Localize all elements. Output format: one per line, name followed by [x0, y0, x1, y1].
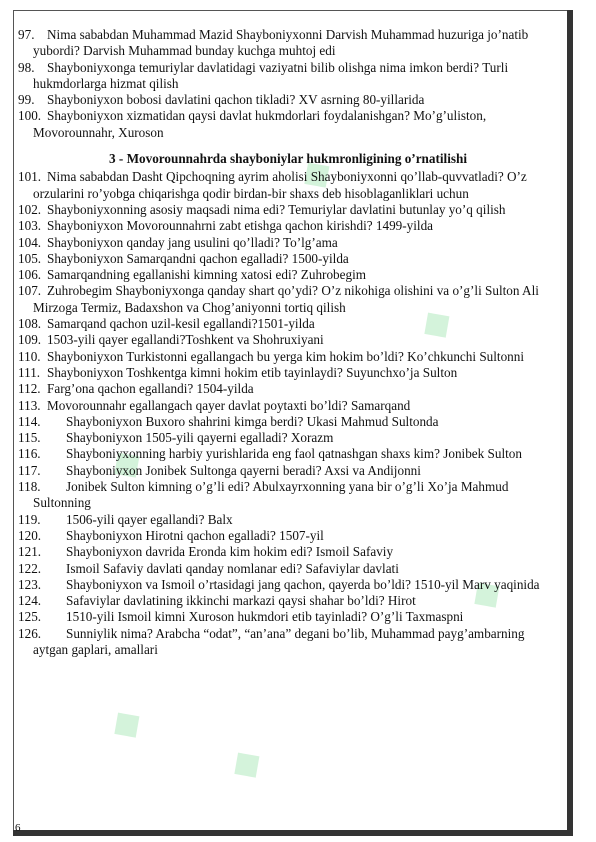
question-item: [18, 479, 558, 512]
watermark-mark: ◆: [409, 295, 462, 351]
question-item: [18, 381, 558, 397]
question-number: 102.: [18, 201, 42, 217]
question-text: Shayboniyxon Turkistonni egallangach bu yerga kim hokim bo’ldi? Ko’chkunchi Sultonni: [47, 348, 525, 364]
question-item: [18, 609, 558, 625]
question-item: [18, 398, 558, 414]
question-item: [18, 27, 558, 60]
section-title: 3 - Movorounnahrda shayboniylar hukmronligining o’rnatilishi: [109, 151, 467, 167]
page-border-shadow-right: [567, 10, 573, 836]
page-number: 6: [15, 822, 21, 834]
watermark-mark: ◆: [289, 145, 342, 201]
question-number: 112.: [18, 381, 41, 397]
question-number: 115.: [18, 430, 41, 446]
page-border-shadow-bottom: [13, 830, 573, 836]
question-text: Ismoil Safaviy davlati qanday nomlanar edi? Safaviylar davlati: [66, 560, 399, 576]
question-text: Farg’ona qachon egallandi? 1504-yilda: [47, 381, 254, 397]
question-number: 105.: [18, 250, 42, 266]
question-text: Jonibek Sulton kimning o’g’li edi? Abulxayrxonning yana bir o’g’li Xo’ja Mahmud Sultonning: [33, 479, 509, 511]
question-number: 117.: [18, 462, 41, 478]
question-text: Samarqandning egallanishi kimning xatosi edi? Zuhrobegim: [47, 267, 366, 283]
document-body: [18, 27, 558, 658]
question-number: 118.: [18, 479, 41, 495]
question-text: Shayboniyxon qanday jang usulini qo’lladi? To’lg’ama: [47, 234, 338, 250]
question-text: Shayboniyxon va Ismoil o’rtasidagi jang qachon, qayerda bo’ldi? 1510-yil Marv yaqinida: [66, 576, 540, 592]
question-item: [18, 349, 558, 365]
question-item: [18, 528, 558, 544]
question-item: [18, 512, 558, 528]
question-item: [18, 108, 558, 141]
question-number: 122.: [18, 560, 42, 576]
question-text: Safaviylar davlatining ikkinchi markazi qaysi shahar bo’ldi? Hirot: [66, 593, 416, 609]
question-text: Shayboniyxon Samarqandni qachon egalladi? 1500-yilda: [47, 250, 349, 266]
question-number: 119.: [18, 511, 41, 527]
question-text: Shayboniyxon davrida Eronda kim hokim edi? Ismoil Safaviy: [66, 544, 394, 560]
question-item: [18, 463, 558, 479]
watermark-mark: ◆: [459, 565, 512, 621]
question-item: [18, 561, 558, 577]
question-number: 106.: [18, 267, 42, 283]
question-number: 124.: [18, 593, 42, 609]
question-number: 126.: [18, 625, 42, 641]
question-text: Sunniylik nima? Arabcha “odat”, “an’ana” degani bo’lib, Muhammad payg’ambarning aytgan gaplari, amallari: [33, 625, 525, 657]
question-item: [18, 218, 558, 234]
question-item: [18, 283, 558, 316]
question-item: [18, 414, 558, 430]
question-text: Shayboniyxon Buxoro shahrini kimga berdi? Ukasi Mahmud Sultonda: [66, 413, 439, 429]
question-number: 125.: [18, 609, 42, 625]
question-text: Nima sababdan Dasht Qipchoqning ayrim aholisi Shayboniyxonni qo’llab-quvvatladi? O’z orzularini ro’yobga chiqarishga qodir birdan-bir shaxs deb hisoblaganliklari uchun: [33, 169, 527, 201]
question-number: 98.: [18, 59, 35, 75]
question-number: 121.: [18, 544, 42, 560]
question-text: Shayboniyxon Toshkentga kimni hokim etib tayinlaydi? Suyunchxo’ja Sulton: [47, 364, 458, 380]
question-text: Shayboniyxon bobosi davlatini qachon tikladi? XV asrning 80-yillarida: [47, 92, 425, 108]
question-number: 110.: [18, 348, 41, 364]
question-text: Shayboniyxonning asosiy maqsadi nima edi? Temuriylar davlatini butunlay yo’q qilish: [47, 201, 506, 217]
question-number: 120.: [18, 527, 42, 543]
question-number: 107.: [18, 283, 42, 299]
question-number: 103.: [18, 218, 42, 234]
question-number: 116.: [18, 446, 41, 462]
question-text: Shayboniyxon Movorounnahrni zabt etishga qachon kirishdi? 1499-yilda: [47, 218, 434, 234]
question-item: [18, 316, 558, 332]
question-number: 97.: [18, 27, 35, 42]
watermark-mark: ◆: [99, 435, 152, 491]
question-item: [18, 169, 558, 202]
question-item: [18, 544, 558, 560]
question-number: 123.: [18, 576, 42, 592]
question-number: 111.: [18, 364, 41, 380]
question-list-top: [18, 27, 558, 141]
question-text: Nima sababdan Muhammad Mazid Shayboniyxonni Darvish Muhammad huzuriga jo’natib yubordi? Darvish Muhammad bunday kuchga muhtoj edi: [33, 27, 529, 59]
question-number: 109.: [18, 332, 42, 348]
question-item: [18, 332, 558, 348]
question-number: 104.: [18, 234, 42, 250]
question-item: [18, 92, 558, 108]
question-item: [18, 626, 558, 659]
question-text: Shayboniyxonning harbiy yurishlarida eng faol qatnashgan shaxs kim? Jonibek Sulton: [66, 446, 522, 462]
question-text: Shayboniyxon Hirotni qachon egalladi? 1507-yil: [66, 527, 324, 543]
question-text: Shayboniyxon xizmatidan qaysi davlat hukmdorlari foydalanishgan? Mo’g’uliston, Movorounnahr, Xuroson: [33, 108, 487, 140]
question-text: Shayboniyxon Jonibek Sultonga qayerni beradi? Axsi va Andijonni: [66, 462, 421, 478]
question-text: Shayboniyxonga temuriylar davlatidagi vaziyatni bilib olishga nima imkon berdi? Turli hukmdorlarga hizmat qilish: [33, 59, 509, 91]
question-item: [18, 365, 558, 381]
question-item: [18, 446, 558, 462]
question-text: 1506-yili qayer egallandi? Balx: [66, 511, 233, 527]
question-item: [18, 202, 558, 218]
question-item: [18, 235, 558, 251]
question-text: 1503-yili qayer egallandi?Toshkent va Shohruxiyani: [47, 332, 324, 348]
question-item: [18, 251, 558, 267]
question-number: 113.: [18, 397, 41, 413]
question-list-section: [18, 169, 558, 658]
question-number: 101.: [18, 169, 42, 185]
question-text: Zuhrobegim Shayboniyxonga qanday shart qo’ydi? O’z nikohiga olishini va o’g’li Sulton Ali Mirzoga Termiz, Badaxshon va Chog’aniyonni tortiq qilish: [33, 283, 539, 315]
question-text: Samarqand qachon uzil-kesil egallandi?1501-yilda: [47, 316, 315, 332]
question-item: [18, 593, 558, 609]
question-text: Shayboniyxon 1505-yili qayerni egalladi? Xorazm: [66, 430, 334, 446]
question-number: 108.: [18, 316, 42, 332]
question-item: [18, 267, 558, 283]
question-item: [18, 430, 558, 446]
question-item: [18, 577, 558, 593]
question-number: 100.: [18, 108, 42, 124]
watermark-mark: ◆: [99, 695, 152, 751]
question-item: [18, 60, 558, 93]
question-text: Movorounnahr egallangach qayer davlat poytaxti bo’ldi? Samarqand: [47, 397, 411, 413]
question-number: 114.: [18, 413, 41, 429]
question-text: 1510-yili Ismoil kimni Xuroson hukmdori etib tayinladi? O’g’li Taxmaspni: [66, 609, 464, 625]
question-number: 99.: [18, 92, 35, 108]
watermark-mark: ◆: [219, 735, 272, 791]
